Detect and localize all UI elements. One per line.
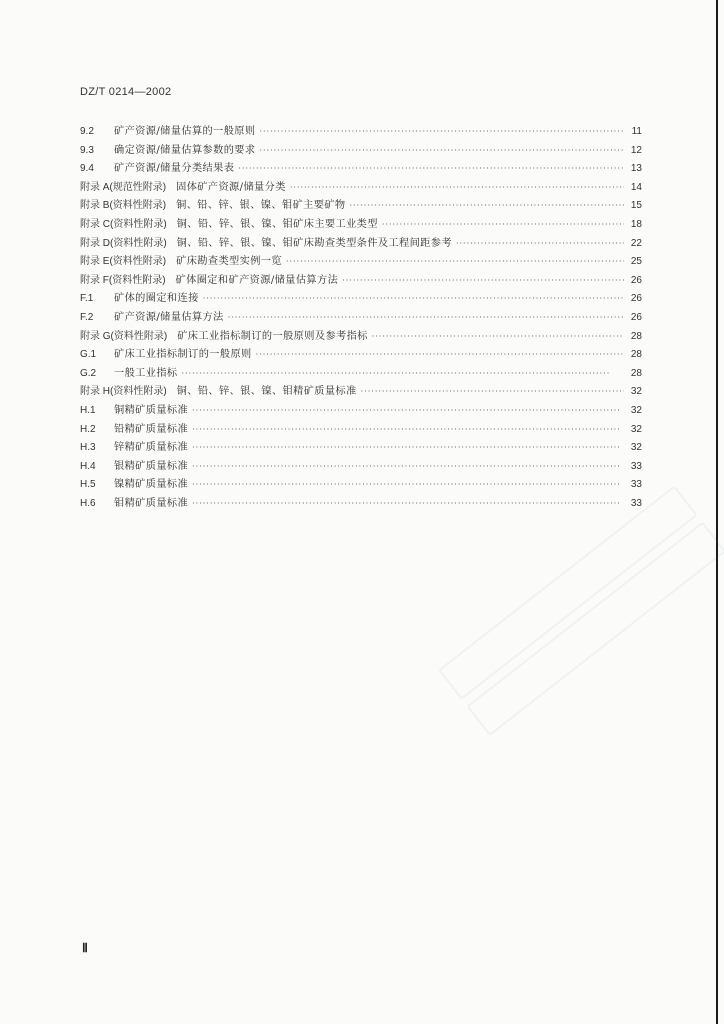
toc-entry-title: 矿产资源/储量分类结果表 [114, 163, 235, 175]
toc-entry-page: 32 [630, 442, 642, 454]
toc-entry-number: F.1 [80, 293, 94, 305]
toc-entry[interactable] [80, 178, 642, 197]
toc-entry[interactable] [80, 215, 642, 234]
toc-entry-title: 锌精矿质量标准 [114, 442, 189, 454]
toc-dot-leader [238, 164, 624, 173]
toc-entry-title: 一般工业指标 [114, 367, 178, 379]
toc-entry-title: 矿产资源/储量估算方法 [114, 311, 224, 323]
toc-entry-title: 铜、铅、锌、银、镍、钼矿床主要工业类型 [176, 218, 378, 230]
toc-entry-title: 矿床勘查类型实例一览 [176, 256, 282, 268]
toc-entry-number: H.5 [80, 479, 96, 491]
toc-entry-number: 附录 H(资料性附录) [80, 386, 167, 398]
toc-entry-title: 铅精矿质量标准 [114, 423, 189, 435]
toc-entry-page: 32 [630, 404, 642, 416]
toc-dot-leader [456, 239, 624, 248]
document-code: DZ/T 0214—2002 [80, 86, 172, 98]
toc-dot-leader [256, 350, 624, 359]
toc-dot-leader [192, 480, 624, 489]
toc-entry-page: 15 [630, 200, 642, 212]
toc-entry-page: 13 [630, 163, 642, 175]
toc-entry-number: 9.4 [80, 163, 94, 175]
toc-entry[interactable] [80, 234, 642, 253]
toc-dot-leader [361, 387, 624, 396]
toc-dot-leader [192, 425, 624, 434]
toc-entry[interactable] [80, 196, 642, 215]
toc-dot-leader [228, 313, 624, 322]
toc-entry[interactable] [80, 345, 642, 364]
toc-entry-number: 9.3 [80, 144, 94, 156]
toc-entry-title: 矿体圈定和矿产资源/储量估算方法 [175, 274, 339, 286]
toc-entry-number: H.3 [80, 442, 96, 454]
toc-entry-number: 附录 D(资料性附录) [80, 237, 167, 249]
toc-entry-number: H.2 [80, 423, 96, 435]
toc-dot-leader [259, 146, 624, 155]
toc-entry[interactable] [80, 327, 642, 346]
toc-dot-leader [259, 127, 624, 136]
toc-entry[interactable] [80, 438, 642, 457]
toc-entry[interactable] [80, 420, 642, 439]
toc-entry-title: 铜、铅、锌、银、镍、钼矿主要矿物 [176, 200, 346, 212]
toc-entry-page: 26 [630, 274, 642, 286]
toc-entry-number: 附录 F(资料性附录) [80, 274, 166, 286]
toc-entry[interactable] [80, 289, 642, 308]
toc-entry-page: 18 [630, 218, 642, 230]
toc-entry-page: 33 [630, 460, 642, 472]
toc-entry-page: 28 [630, 330, 642, 342]
toc-entry-number: H.6 [80, 497, 96, 509]
toc-entry-title: 矿产资源/储量估算的一般原则 [114, 126, 256, 137]
toc-entry-number: H.4 [80, 460, 96, 472]
toc-entry-page: 33 [630, 497, 642, 509]
toc-entry[interactable] [80, 252, 642, 271]
watermark-band [438, 485, 698, 700]
toc-entry-page: 28 [630, 367, 642, 379]
toc-entry[interactable] [80, 457, 642, 476]
toc-entry-title: 银精矿质量标准 [114, 460, 189, 472]
toc-entry-page: 22 [630, 237, 642, 249]
toc-entry[interactable] [80, 364, 642, 383]
toc-entry-page: 28 [630, 349, 642, 361]
toc-dot-leader [182, 369, 624, 378]
toc-entry[interactable] [80, 141, 642, 160]
toc-dot-leader [286, 257, 624, 266]
toc-entry-page: 32 [630, 423, 642, 435]
toc-entry-title: 确定资源/储量估算参数的要求 [114, 144, 256, 156]
toc-dot-leader [192, 443, 624, 452]
page-edge-line [716, 0, 718, 1024]
toc-entry-page: 11 [631, 126, 642, 137]
toc-entry-title: 铜精矿质量标准 [114, 404, 189, 416]
toc-dot-leader [192, 462, 624, 471]
toc-entry-number: F.2 [80, 311, 94, 323]
toc-entry[interactable] [80, 475, 642, 494]
toc-entry-title: 铜、铅、锌、银、镍、钼精矿质量标准 [176, 386, 357, 398]
toc-dot-leader [350, 201, 624, 210]
faint-watermark [438, 485, 724, 827]
toc-entry-page: 14 [630, 181, 642, 193]
toc-entry-page: 26 [630, 311, 642, 323]
toc-entry-number: 附录 B(资料性附录) [80, 200, 167, 212]
toc-entry-number: 附录 G(资料性附录) [80, 330, 168, 342]
toc-entry[interactable] [80, 494, 642, 513]
toc-dot-leader [372, 332, 624, 341]
toc-entry-page: 12 [630, 144, 642, 156]
toc-entry-title: 矿床工业指标制订的一般原则 [114, 349, 252, 361]
toc-entry-title: 钼精矿质量标准 [114, 497, 189, 509]
toc-dot-leader [290, 183, 624, 192]
toc-entry-title: 铜、铅、锌、银、镍、钼矿床勘查类型条件及工程间距参考 [176, 237, 452, 249]
toc-dot-leader [382, 220, 624, 229]
toc-dot-leader [192, 499, 624, 508]
toc-entry-number: H.1 [80, 404, 96, 416]
toc-entry-title: 镍精矿质量标准 [114, 479, 189, 491]
toc-entry-page: 33 [630, 479, 642, 491]
toc-entry-number: 附录 E(资料性附录) [80, 256, 167, 268]
toc-dot-leader [192, 406, 624, 415]
toc-entry-page: 26 [630, 293, 642, 305]
toc-entry[interactable] [80, 122, 642, 141]
watermark-band [466, 522, 724, 737]
toc-entry[interactable] [80, 382, 642, 401]
toc-entry-title: 矿体的圈定和连接 [114, 293, 199, 305]
table-of-contents [80, 122, 642, 512]
toc-entry[interactable] [80, 159, 642, 178]
toc-entry-title: 固体矿产资源/储量分类 [176, 181, 286, 193]
toc-entry-number: 附录 C(资料性附录) [80, 218, 167, 230]
toc-entry-number: G.1 [80, 349, 97, 361]
toc-entry-title: 矿床工业指标制订的一般原则及参考指标 [177, 330, 368, 342]
toc-dot-leader [342, 276, 624, 285]
toc-entry[interactable] [80, 308, 642, 327]
toc-entry-page: 25 [630, 256, 642, 268]
toc-entry[interactable] [80, 401, 642, 420]
toc-entry-number: 9.2 [80, 126, 94, 137]
toc-entry-number: 附录 A(规范性附录) [80, 181, 167, 193]
toc-dot-leader [203, 294, 624, 303]
toc-entry-page: 32 [630, 386, 642, 398]
page-number: Ⅱ [82, 941, 88, 955]
toc-entry-number: G.2 [80, 367, 97, 379]
toc-entry[interactable] [80, 271, 642, 290]
